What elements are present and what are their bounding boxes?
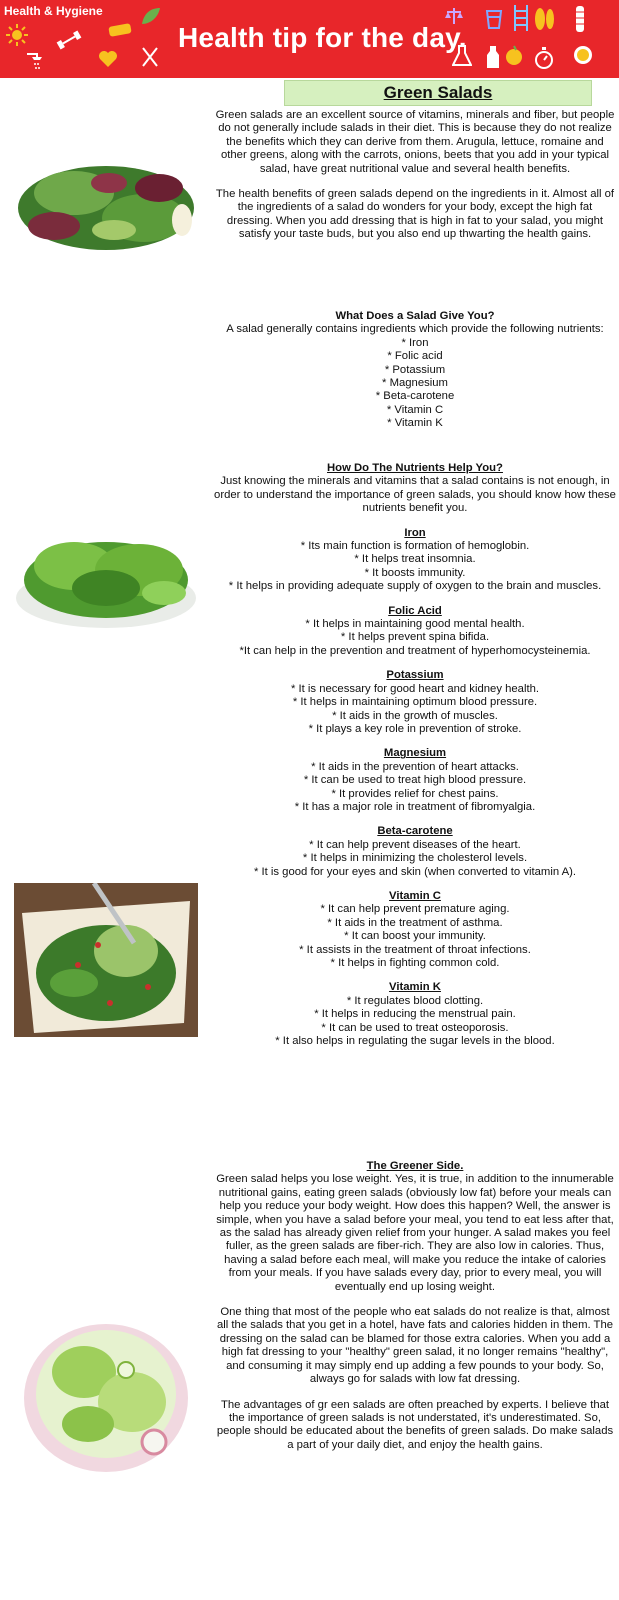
page-title-box xyxy=(284,80,592,106)
nutrient-heading: Potassium xyxy=(386,669,444,682)
soap-bar-icon xyxy=(108,22,132,38)
benefit-line: * Its main function is formation of hemoglobin. xyxy=(300,540,530,553)
what-section xyxy=(214,310,616,431)
benefit-line: * It is good for your eyes and skin (when converted to vitamin A). xyxy=(253,865,577,878)
nutrient-heading: Vitamin C xyxy=(389,889,441,902)
intro-paragraph: The health benefits of green salads depend on the ingredients in it. Almost all of the ingredients of a salad do wonders for your body, except the high fat dressing. When you add dressing that is high in fat to your salad, you might satisfy your taste buds, but you also end up thwarting the health gains. xyxy=(215,188,615,241)
flask-icon xyxy=(452,44,472,68)
benefit-line: * It aids in the treatment of asthma. xyxy=(327,916,503,929)
bath-items-icon xyxy=(568,4,592,34)
benefit-line: * It helps in minimizing the cholesterol levels. xyxy=(302,852,528,865)
heart-icon xyxy=(98,50,118,68)
leaf-icon xyxy=(140,6,162,26)
benefit-line: * It has a major role in treatment of fibromyalgia. xyxy=(294,800,536,813)
benefit-line: * It helps in reducing the menstrual pain. xyxy=(314,1008,516,1021)
section-heading: What Does a Salad Give You? xyxy=(335,310,495,322)
intro-paragraph: Green salads are an excellent source of vitamins, minerals and fiber, but people do not generally include salads in their diet. This is because they do not realize the benefits which they can derive from them. Arugula, lettuce, romaine and other greens, along with the carrots, onions, beets that you add in your typical salad, have great nutritional value and several health benefits. xyxy=(215,109,615,175)
benefit-line: * It helps in maintaining optimum blood pressure. xyxy=(292,696,538,709)
ladder-icon xyxy=(512,4,530,32)
page-title: Green Salads xyxy=(383,83,493,102)
section-intro: A salad generally contains ingredients which provide the following nutrients: xyxy=(226,323,604,336)
fork-knife-icon xyxy=(140,46,160,68)
cup-icon xyxy=(484,8,504,30)
salad-photo-3 xyxy=(14,883,198,1037)
nutrient-heading: Vitamin K xyxy=(389,981,441,994)
salad-photo-1 xyxy=(14,148,198,258)
greener-paragraph: One thing that most of the people who eat salads do not realize is that, almost all the salads that you get in a hotel, have fats and calories hidden in them. The dressing on the salad can be blamed for those extra calories. When you add a high fat dressing to your "healthy" green salad, it no longer remains "healthy", and consuming it may simply end up adding a few pounds to your body. So, always go for salads with low fat dressing. xyxy=(216,1306,614,1386)
benefit-line: * It can boost your immunity. xyxy=(344,930,486,943)
nutrients-section xyxy=(214,462,616,1059)
nutrient-list-item: * Iron xyxy=(401,336,429,349)
benefit-line: * It aids in the growth of muscles. xyxy=(332,709,498,722)
shower-icon xyxy=(24,50,44,72)
section-text: Just knowing the minerals and vitamins that a salad contains is not enough, in order to understand the importance of green salads, you should know how these nutrients benefit you. xyxy=(214,475,616,515)
benefit-line: * It helps in providing adequate supply of oxygen to the brain and muscles. xyxy=(228,580,602,593)
banner-category: Health & Hygiene xyxy=(4,4,103,18)
nutrient-heading: Iron xyxy=(404,526,426,539)
bottle-icon xyxy=(484,44,502,70)
greener-paragraph: The advantages of gr een salads are often preached by experts. I believe that the importance of green salads is not understated, it's underestimated. So, people should be educated about the benefits of green salads. Do make salads a part of your daily diet, and enjoy the health gains. xyxy=(216,1398,614,1451)
benefit-line: * It also helps in regulating the sugar levels in the blood. xyxy=(275,1035,555,1048)
benefit-line: * It aids in the prevention of heart attacks. xyxy=(311,760,519,773)
benefit-line: * It helps in fighting common cold. xyxy=(330,957,500,969)
header-banner xyxy=(0,0,619,78)
greener-section xyxy=(214,1160,616,1464)
banner-title: Health tip for the day. xyxy=(178,22,467,53)
nutrient-list-item: * Beta-carotene xyxy=(375,390,455,403)
benefit-line: * It helps prevent spina bifida. xyxy=(340,631,490,644)
benefit-line: * It plays a key role in prevention of stroke. xyxy=(308,722,522,735)
benefit-line: * It can be used to treat osteoporosis. xyxy=(321,1021,509,1034)
section-heading: The Greener Side. xyxy=(366,1160,464,1172)
benefit-line: * It is necessary for good heart and kidney health. xyxy=(290,682,540,695)
section-heading: How Do The Nutrients Help You? xyxy=(327,462,503,474)
scale-icon xyxy=(444,6,464,26)
nutrient-list-item: * Vitamin C xyxy=(386,403,444,416)
benefit-line: * It provides relief for chest pains. xyxy=(331,787,499,800)
nutrient-list-item: * Potassium xyxy=(384,363,446,376)
benefit-line: * It helps in maintaining good mental health. xyxy=(305,618,525,631)
nutrient-list-item: * Magnesium xyxy=(382,377,448,390)
benefit-line: * It helps treat insomnia. xyxy=(354,553,476,566)
benefit-line: * It can help prevent diseases of the heart. xyxy=(309,838,521,851)
sun-icon xyxy=(6,24,28,46)
benefit-line: * It assists in the treatment of throat infections. xyxy=(299,943,531,956)
benefit-line: *It can help in the prevention and treatment of hyperhomocysteinemia. xyxy=(239,644,591,657)
stopwatch-icon xyxy=(534,46,554,70)
benefit-line: * It can be used to treat high blood pressure. xyxy=(303,774,527,787)
salad-photo-2 xyxy=(14,518,198,632)
nutrient-heading: Folic Acid xyxy=(388,604,442,617)
nutrient-heading: Beta-carotene xyxy=(377,825,453,838)
intro-section xyxy=(214,109,616,254)
benefit-line: * It can help prevent premature aging. xyxy=(320,903,510,916)
apple-icon xyxy=(504,44,524,66)
nutrient-heading: Magnesium xyxy=(383,747,447,760)
lemon-icon xyxy=(572,44,594,66)
nutrient-list-item: * Vitamin K xyxy=(387,417,443,430)
dumbbell-icon xyxy=(56,30,82,50)
nutrient-list-item: * Folic acid xyxy=(387,350,443,363)
benefit-line: * It regulates blood clotting. xyxy=(346,994,484,1007)
benefit-line: * It boosts immunity. xyxy=(364,566,466,579)
flip-flop-icon xyxy=(532,6,556,32)
greener-paragraph: Green salad helps you lose weight. Yes, it is true, in addition to the innumerable nutritional gains, eating green salads (obviously low fat) before your meals can help you reduce your body weight. How does this happen? Well, the answer is simple, when you have a salad before your meal, you tend to eat less after that, as the salad has already given relief from your hunger. A salad makes you feel fuller, as the green salads are fiber-rich. They are also low in calories. Thus, having a salad before each meal, will make you reduce the intake of calories from your meals. If you have salads every day, prior to every meal, you will eventually end up losing weight. xyxy=(216,1173,614,1293)
salad-photo-4 xyxy=(14,1312,198,1476)
